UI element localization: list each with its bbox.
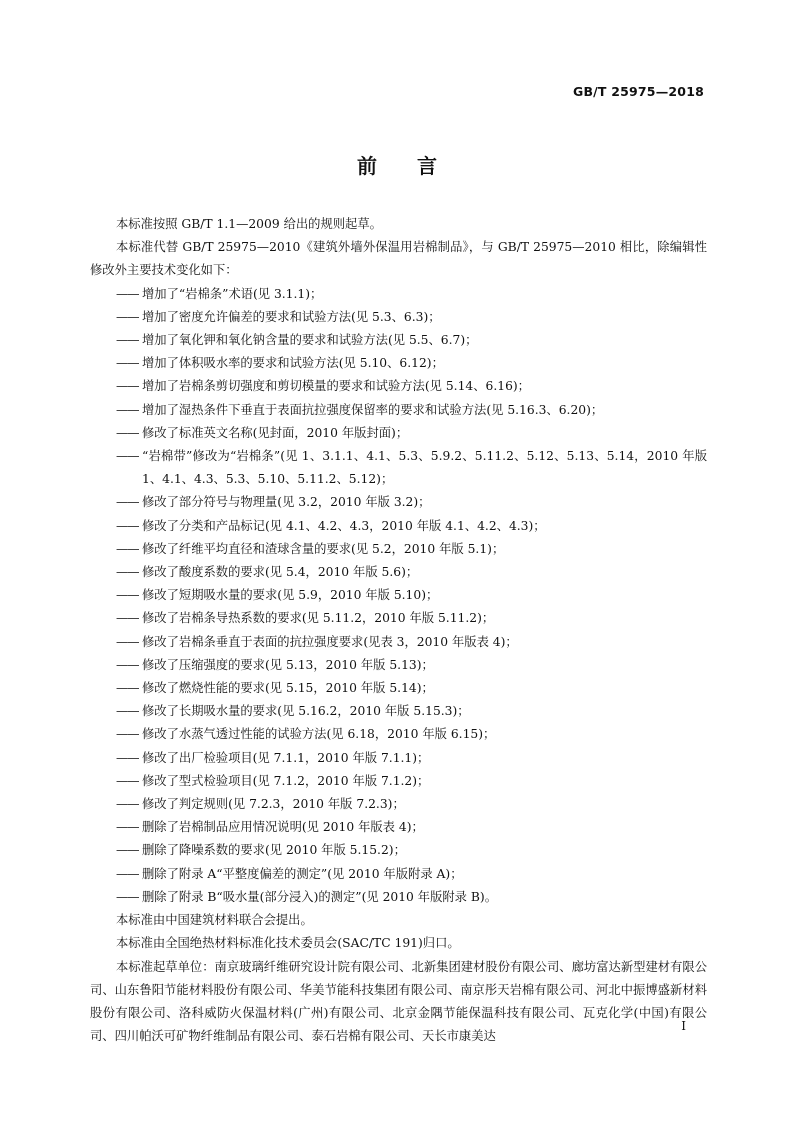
list-item-text: 删除了附录 A“平整度偏差的测定”(见 2010 年版附录 A)；	[142, 866, 463, 881]
dash-marker: ——	[116, 797, 139, 812]
list-item-text: 修改了短期吸水量的要求(见 5.9，2010 年版 5.10)；	[142, 588, 439, 603]
list-item	[90, 306, 707, 329]
list-item	[90, 747, 707, 770]
list-item	[90, 816, 707, 839]
list-item-text: 修改了纤维平均直径和渣球含量的要求(见 5.2，2010 年版 5.1)；	[142, 541, 505, 556]
list-item-text: 增加了“岩棉条”术语(见 3.1.1)；	[142, 286, 323, 301]
list-item-text: 增加了体积吸水率的要求和试验方法(见 5.10、6.12)；	[142, 356, 444, 371]
dash-marker: ——	[116, 402, 139, 417]
list-item	[90, 863, 707, 886]
technical-changes-list	[90, 283, 707, 909]
list-item-text: 修改了长期吸水量的要求(见 5.16.2，2010 年版 5.15.3)；	[142, 704, 470, 719]
page-number: I	[681, 1019, 686, 1033]
list-item	[90, 770, 707, 793]
dash-marker: ——	[116, 727, 139, 742]
dash-marker: ——	[116, 634, 139, 649]
list-item-text: 修改了压缩强度的要求(见 5.13，2010 年版 5.13)；	[142, 657, 434, 672]
list-item-text: 删除了降噪系数的要求(见 2010 年版 5.15.2)；	[142, 843, 406, 858]
list-item-text: 增加了岩棉条剪切强度和剪切模量的要求和试验方法(见 5.14、6.16)；	[142, 379, 530, 394]
list-item	[90, 422, 707, 445]
list-item-text: 增加了湿热条件下垂直于表面抗拉强度保留率的要求和试验方法(见 5.16.3、6.20)；	[142, 402, 604, 417]
dash-marker: ——	[116, 657, 139, 672]
list-item-text: 修改了燃烧性能的要求(见 5.15，2010 年版 5.14)；	[142, 681, 434, 696]
dash-marker: ——	[116, 449, 139, 464]
dash-marker: ——	[116, 681, 139, 696]
dash-marker: ——	[116, 820, 139, 835]
list-item	[90, 654, 707, 677]
dash-marker: ——	[116, 866, 139, 881]
list-item-text: 修改了出厂检验项目(见 7.1.1，2010 年版 7.1.1)；	[142, 750, 430, 765]
dash-marker: ——	[116, 565, 139, 580]
list-item	[90, 886, 707, 909]
list-item	[90, 329, 707, 352]
list-item-text: 增加了氧化钾和氧化钠含量的要求和试验方法(见 5.5、6.7)；	[142, 333, 478, 348]
list-item-text: 修改了型式检验项目(见 7.1.2，2010 年版 7.1.2)；	[142, 773, 430, 788]
dash-marker: ——	[116, 889, 139, 904]
list-item-text: 修改了水蒸气透过性能的试验方法(见 6.18，2010 年版 6.15)；	[142, 727, 496, 742]
dash-marker: ——	[116, 843, 139, 858]
dash-marker: ——	[116, 518, 139, 533]
list-item-text: 修改了标准英文名称(见封面，2010 年版封面)；	[142, 425, 409, 440]
list-item	[90, 491, 707, 514]
list-item	[90, 375, 707, 398]
dash-marker: ——	[116, 379, 139, 394]
dash-marker: ——	[116, 286, 139, 301]
paragraph: 本标准由中国建筑材料联合会提出。	[116, 913, 313, 928]
list-item	[90, 793, 707, 816]
list-item	[90, 631, 707, 654]
list-item-text: 删除了岩棉制品应用情况说明(见 2010 年版表 4)；	[142, 820, 424, 835]
dash-marker: ——	[116, 356, 139, 371]
dash-marker: ——	[116, 495, 139, 510]
list-item	[90, 352, 707, 375]
list-item-text: 修改了岩棉条垂直于表面的抗拉强度要求(见表 3，2010 年版表 4)；	[142, 634, 518, 649]
list-item	[90, 445, 707, 491]
standard-number: GB/T 25975—2018	[572, 84, 704, 99]
paragraph: 本标准由全国绝热材料标准化技术委员会(SAC/TC 191)归口。	[116, 936, 460, 951]
list-item	[90, 515, 707, 538]
dash-marker: ——	[116, 750, 139, 765]
section-title: 前 言	[357, 154, 437, 178]
list-item	[90, 584, 707, 607]
list-item	[90, 839, 707, 862]
list-item-text: “岩棉带”修改为“岩棉条”(见 1、3.1.1、4.1、5.3、5.9.2、5.11.2、5.12、5.13、5.14，2010 年版 1、4.1、4.3、5.3、5.10、5.11.2、5.12)；	[142, 449, 707, 487]
list-item-text: 修改了判定规则(见 7.2.3，2010 年版 7.2.3)；	[142, 797, 405, 812]
list-item	[90, 700, 707, 723]
list-item	[90, 561, 707, 584]
dash-marker: ——	[116, 704, 139, 719]
list-item-text: 修改了岩棉条导热系数的要求(见 5.11.2，2010 年版 5.11.2)；	[142, 611, 495, 626]
list-item	[90, 677, 707, 700]
list-item	[90, 723, 707, 746]
paragraph: 本标准代替 GB/T 25975—2010《建筑外墙外保温用岩棉制品》，与 GB/T 25975—2010 相比，除编辑性修改外主要技术变化如下：	[90, 240, 707, 278]
list-item	[90, 607, 707, 630]
paragraph: 本标准起草单位：南京玻璃纤维研究设计院有限公司、北新集团建材股份有限公司、廊坊富达新型建材有限公司、山东鲁阳节能材料股份有限公司、华美节能科技集团有限公司、南京彤天岩棉有限公司、河北中振博盛新材料股份有限公司、洛科威防火保温材料(广州)有限公司、北京金隅节能保温科技有限公司、瓦克化学(中国)有限公司、四川帕沃可矿物纤维制品有限公司、泰石岩棉有限公司、天长市康美达	[90, 959, 707, 1044]
foreword-body	[90, 213, 707, 1048]
dash-marker: ——	[116, 588, 139, 603]
dash-marker: ——	[116, 333, 139, 348]
list-item-text: 删除了附录 B“吸水量(部分浸入)的测定”(见 2010 年版附录 B)。	[142, 889, 498, 904]
dash-marker: ——	[116, 425, 139, 440]
dash-marker: ——	[116, 773, 139, 788]
list-item	[90, 399, 707, 422]
paragraph: 本标准按照 GB/T 1.1—2009 给出的规则起草。	[116, 217, 382, 231]
list-item-text: 修改了部分符号与物理量(见 3.2，2010 年版 3.2)；	[142, 495, 431, 510]
list-item	[90, 538, 707, 561]
list-item	[90, 283, 707, 306]
list-item-text: 修改了酸度系数的要求(见 5.4，2010 年版 5.6)；	[142, 565, 419, 580]
list-item-text: 增加了密度允许偏差的要求和试验方法(见 5.3、6.3)；	[142, 309, 441, 324]
list-item-text: 修改了分类和产品标记(见 4.1、4.2、4.3，2010 年版 4.1、4.2、4.3)；	[142, 518, 546, 533]
dash-marker: ——	[116, 309, 139, 324]
dash-marker: ——	[116, 611, 139, 626]
dash-marker: ——	[116, 541, 139, 556]
